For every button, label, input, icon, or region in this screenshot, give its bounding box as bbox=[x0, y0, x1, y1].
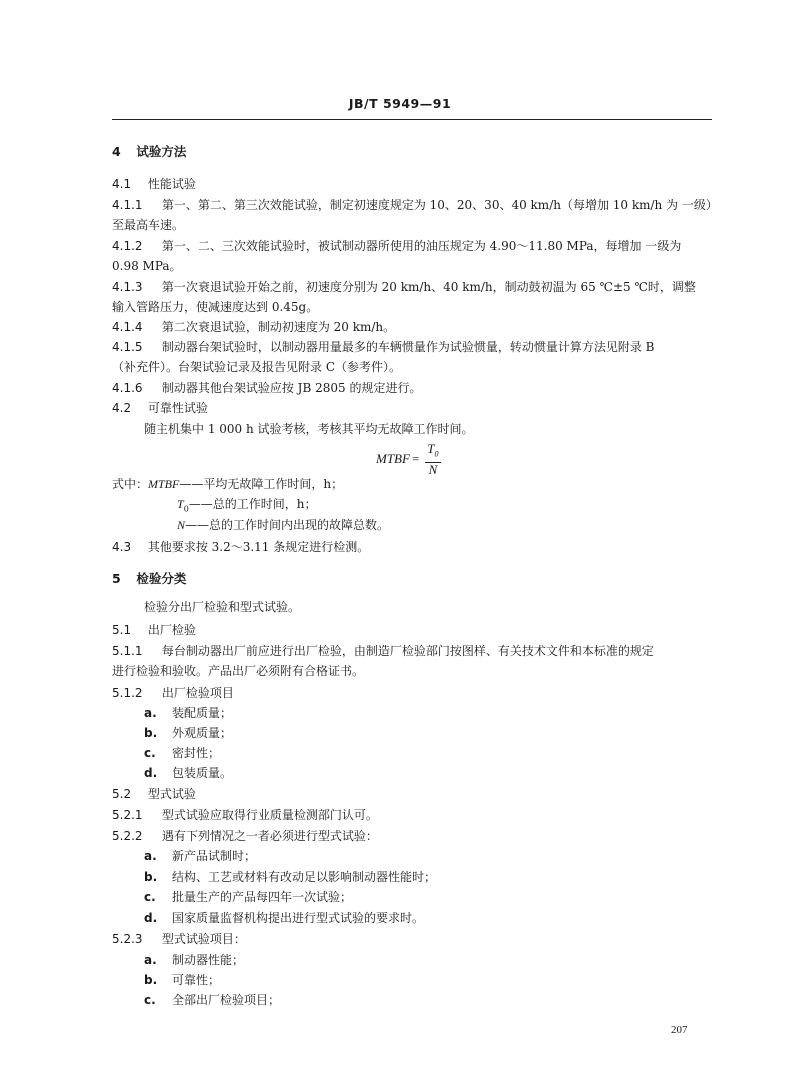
formula-fraction: $\frac{T_0}{N}$ bbox=[427, 441, 439, 477]
page-number: 207 bbox=[671, 1024, 688, 1036]
list-item: b. 结构、工艺或材料有改动足以影响制动器性能时； bbox=[144, 870, 437, 884]
list-item: c. 批量生产的产品每四年一次试验； bbox=[144, 890, 353, 904]
clause-4-1-3: 4.1.3 第一次衰退试验开始之前，初速度分别为 20 km/h、40 km/h，制动鼓初温为 65 ℃±5 ℃时，调整 bbox=[112, 280, 696, 294]
clause-5-1-2: 5.1.2 出厂检验项目 bbox=[112, 686, 234, 700]
clause-4-1-6: 4.1.6 制动器其他台架试验应按 JB 2805 的规定进行。 bbox=[112, 381, 422, 395]
where-line-2: $T_0——$总的工作时间，h； bbox=[177, 497, 317, 514]
mtbf-formula: MTBF = $\frac{T_0}{N}$ bbox=[376, 441, 439, 477]
list-item: b. 可靠性； bbox=[144, 973, 221, 987]
standard-code-header: JB/T 5949—91 bbox=[348, 96, 452, 111]
clause-5-2-1: 5.2.1 型式试验应取得行业质量检测部门认可。 bbox=[112, 808, 378, 822]
section-4-1-heading: 4.1 性能试验 bbox=[112, 177, 196, 191]
where-line-3: N——总的工作时间内出现的故障总数。 bbox=[177, 518, 390, 532]
list-item: d. 包装质量。 bbox=[144, 766, 233, 780]
clause-5-2-2: 5.2.2 遇有下列情况之一者必须进行型式试验： bbox=[112, 829, 378, 843]
list-item: c. 全部出厂检验项目； bbox=[144, 993, 281, 1007]
list-item: b. 外观质量； bbox=[144, 726, 233, 740]
where-line-1: 式中：MTBF——平均无故障工作时间，h； bbox=[112, 477, 344, 491]
list-item: a. 制动器性能； bbox=[144, 953, 245, 967]
section-4-3: 4.3 其他要求按 3.2～3.11 条规定进行检测。 bbox=[112, 540, 370, 554]
list-item: a. 新产品试制时； bbox=[144, 849, 257, 863]
clause-4-1-2-cont: 0.98 MPa。 bbox=[112, 259, 182, 273]
list-item: d. 国家质量监督机构提出进行型式试验的要求时。 bbox=[144, 911, 425, 925]
clause-4-1-2: 4.1.2 第一、二、三次效能试验时，被试制动器所使用的油压规定为 4.90～11.80 MPa，每增加 一级为 bbox=[112, 239, 682, 253]
section-4-heading: 4 试验方法 bbox=[112, 144, 187, 159]
clause-5-2-3: 5.2.3 型式试验项目： bbox=[112, 932, 246, 946]
clause-4-1-3-cont: 输入管路压力，使减速度达到 0.45g。 bbox=[112, 300, 319, 314]
section-5-heading: 5 检验分类 bbox=[112, 571, 187, 586]
list-item: c. 密封性； bbox=[144, 746, 221, 760]
section-4-2-body: 随主机集中 1 000 h 试验考核，考核其平均无故障工作时间。 bbox=[144, 422, 474, 436]
header-rule bbox=[112, 119, 712, 120]
section-5-2-heading: 5.2 型式试验 bbox=[112, 787, 196, 801]
clause-5-1-1-cont: 进行检验和验收。产品出厂必须附有合格证书。 bbox=[112, 664, 365, 678]
clause-4-1-1: 4.1.1 第一、第二、第三次效能试验，制定初速度规定为 10、20、30、40 km/h（每增加 10 km/h 为 一级） bbox=[112, 198, 718, 212]
clause-4-1-5: 4.1.5 制动器台架试验时，以制动器用量最多的车辆惯量作为试验惯量，转动惯量计算方法见附录 B bbox=[112, 340, 655, 354]
section-4-2-heading: 4.2 可靠性试验 bbox=[112, 401, 208, 415]
clause-4-1-4: 4.1.4 第二次衰退试验，制动初速度为 20 km/h。 bbox=[112, 320, 396, 334]
section-5-body: 检验分出厂检验和型式试验。 bbox=[144, 600, 301, 614]
clause-5-1-1: 5.1.1 每台制动器出厂前应进行出厂检验，由制造厂检验部门按图样、有关技术文件和本标准的规定 bbox=[112, 644, 654, 658]
section-5-1-heading: 5.1 出厂检验 bbox=[112, 623, 196, 637]
clause-4-1-1-cont: 至最高车速。 bbox=[112, 218, 185, 232]
clause-4-1-5-cont: （补充件）。台架试验记录及报告见附录 C（参考件）。 bbox=[112, 360, 401, 374]
list-item: a. 装配质量； bbox=[144, 706, 233, 720]
